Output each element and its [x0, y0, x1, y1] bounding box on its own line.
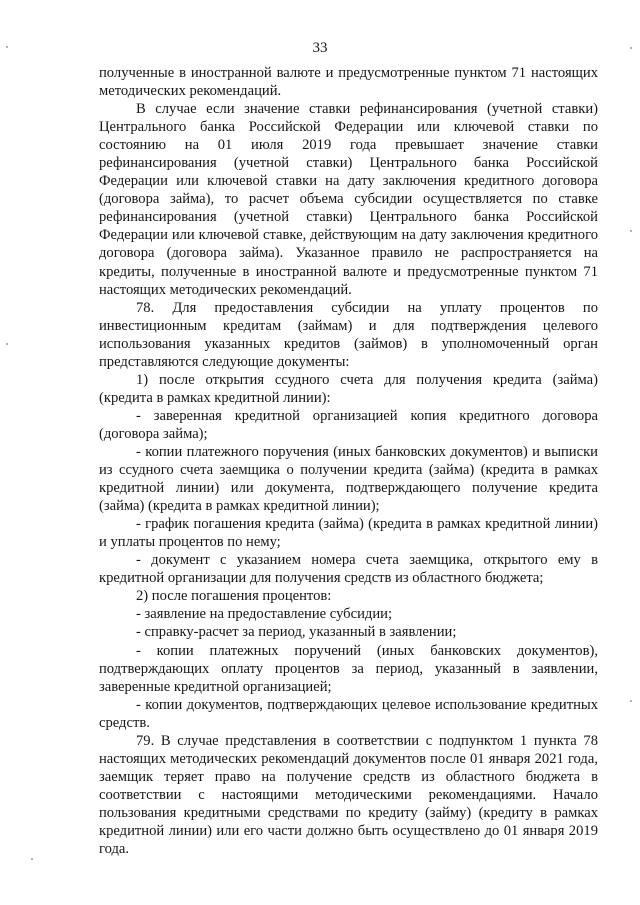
- scan-speck: [6, 46, 8, 48]
- scan-speck: [630, 700, 632, 702]
- subitem-2-heading: 2) после погашения процентов:: [136, 588, 332, 605]
- scan-speck: [31, 858, 33, 860]
- paragraph-continuation: полученные в иностранной валюте и предусмотренные пунктом 71 настоящих методических рекомендаций.: [99, 65, 598, 100]
- list-item-account-number: - документ с указанием номера счета заемщика, открытого ему в кредитной организации для получения средств из областного бюджета;: [99, 552, 598, 587]
- document-body: [99, 64, 598, 858]
- paragraph-item-79: 79. В случае представления в соответствии с подпунктом 1 пункта 78 настоящих методических рекомендаций документов после 01 января 2021 года, заемщик теряет право на получение средств из областного бюджета в соответствии с настоящими методическими рекомендациями. Начало пользования кредитными средствами по кредиту (займу) (кредиту в рамках кредитной линии) или его части должно быть осуществлено до 01 января 2019 года.: [99, 732, 598, 858]
- subitem-1-heading: 1) после открытия ссудного счета для получения кредита (займа) (кредита в рамках кредитной линии):: [99, 371, 598, 406]
- paragraph-item-78: 78. Для предоставления субсидии на уплату процентов по инвестиционным кредитам (займам) и для подтверждения целевого использования указанных кредитов (займов) в уполномоченный орган представляются следующие документы:: [99, 299, 598, 370]
- scan-speck: [630, 47, 632, 49]
- list-item-subsidy-application: - заявление на предоставление субсидии;: [136, 606, 392, 623]
- list-item-calculation-certificate: - справку-расчет за период, указанный в заявлении;: [136, 624, 457, 641]
- list-item-repayment-schedule: - график погашения кредита (займа) (кредита в рамках кредитной линии) и уплаты процентов по нему;: [99, 516, 598, 551]
- list-item-payment-orders: - копии платежного поручения (иных банковских документов) и выписки из ссудного счета заемщика о получении кредита (займа) (кредита в рамках кредитной линии) или документа, подтверждающего получение кредита (займа) (кредита в рамках кредитной линии);: [99, 443, 598, 515]
- list-item-loan-contract-copy: - заверенная кредитной организацией копия кредитного договора (договора займа);: [99, 407, 598, 442]
- page-number: 33: [312, 40, 328, 56]
- scan-speck: [6, 343, 8, 345]
- scan-speck: [630, 230, 632, 232]
- list-item-target-use-documents: - копии документов, подтверждающих целевое использование кредитных средств.: [99, 696, 598, 731]
- paragraph-refinancing-rate: В случае если значение ставки рефинансирования (учетной ставки) Центрального банка Российской Федерации или ключевой ставки по состоянию на 01 июля 2019 года превышает значение ставки рефинансирования (учетной ставки) Центрального банка Российской Федерации или ключевой ставки на дату заключения кредитного договора (договора займа), то расчет объема субсидии осуществляется по ставке рефинансирования (учетной ставки) Центрального банка Российской Федерации или ключевой ставке, действующим на дату заключения кредитного договора (договора займа). Указанное правило не распространяется на кредиты, полученные в иностранной валюте и предусмотренные пунктом 71 настоящих методических рекомендаций.: [99, 101, 598, 298]
- list-item-interest-payment-orders: - копии платежных поручений (иных банковских документов), подтверждающих оплату процентов за период, указанный в заявлении, заверенные кредитной организацией;: [99, 642, 598, 695]
